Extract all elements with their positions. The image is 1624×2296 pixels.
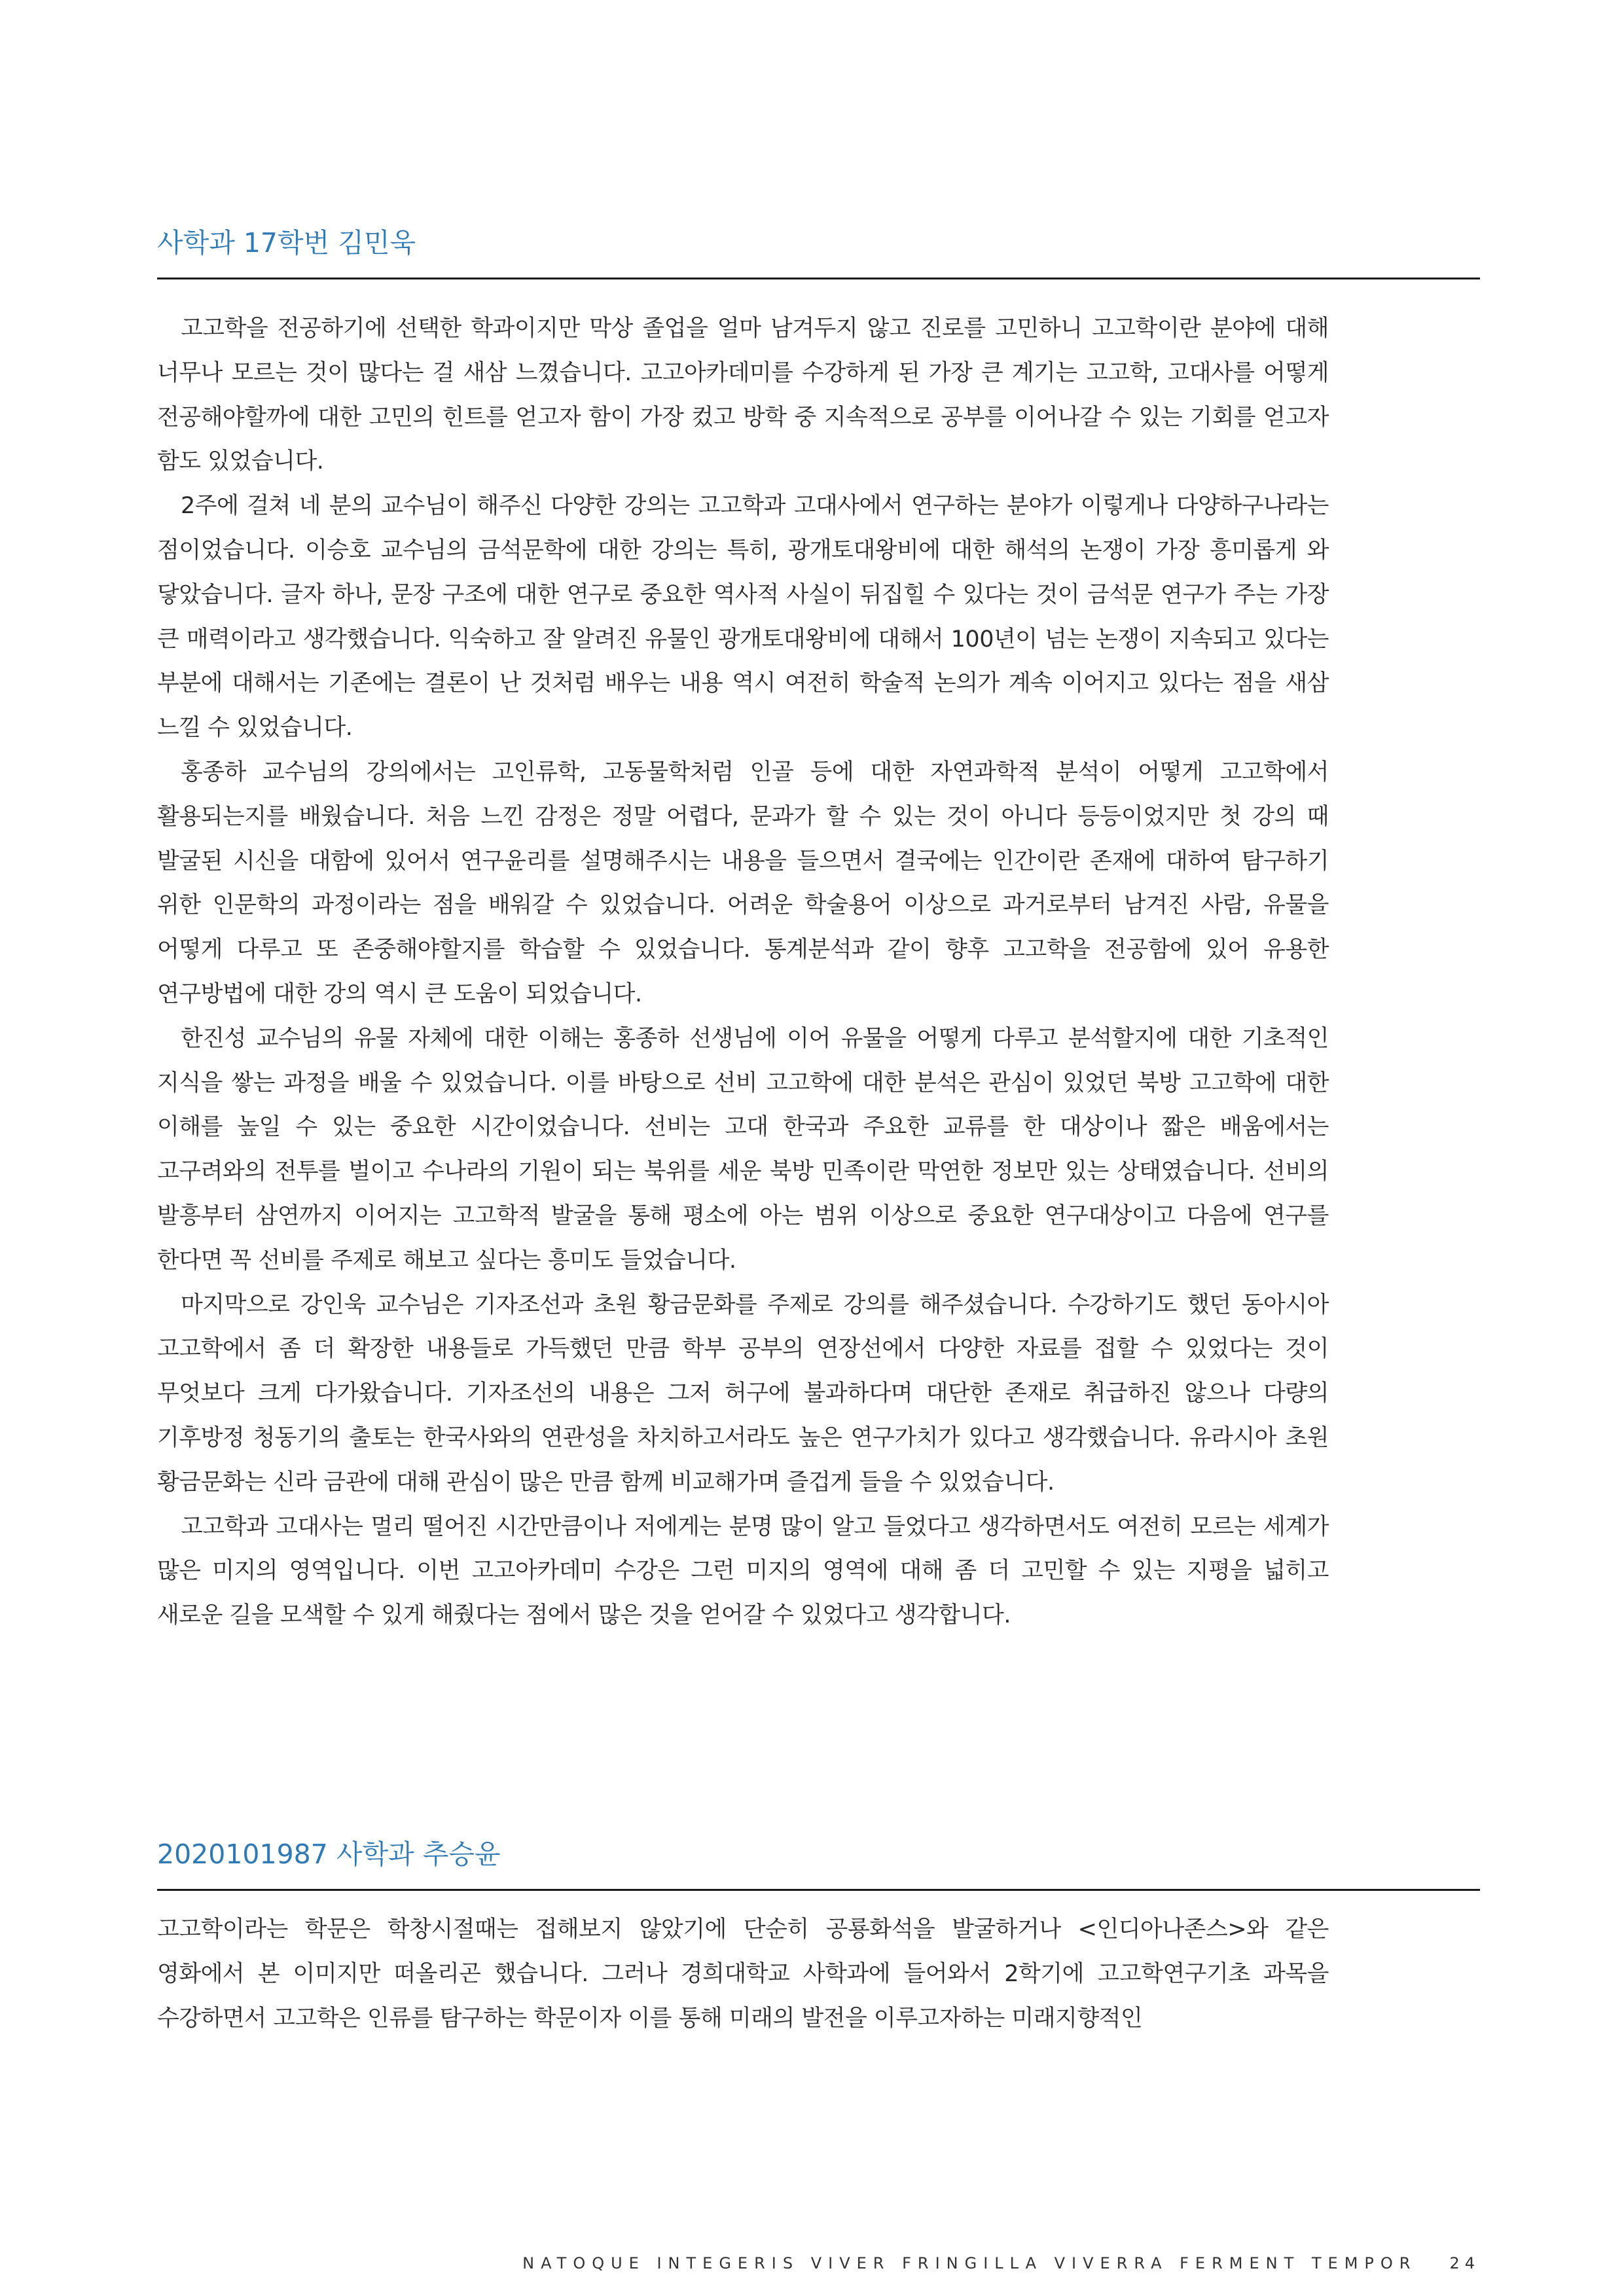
paragraph: 고고학과 고대사는 멀리 떨어진 시간만큼이나 저에게는 분명 많이 알고 들었다고 생각하면서도 여전히 모르는 세계가 많은 미지의 영역입니다. 이번 고고아카데미 수강은 그런 미지의 영역에 대해 좀 더 고민할 수 있는 지평을 넓히고 새로운 길을 모색할 수 있게 해줬다는 점에서 많은 것을 얻어갈 수 있었다고 생각합니다. xyxy=(157,1513,1329,1629)
paragraph: 2주에 걸쳐 네 분의 교수님이 해주신 다양한 강의는 고고학과 고대사에서 연구하는 분야가 이렇게나 다양하구나라는 점이었습니다. 이승호 교수님의 금석문학에 대한 강의는 특히, 광개토대왕비에 대한 해석의 논쟁이 가장 흥미롭게 와 닿았습니다. 글자 하나, 문장 구조에 대한 연구로 중요한 역사적 사실이 뒤집힐 수 있다는 것이 금석문 연구가 주는 가장 큰 매력이라고 생각했습니다. 익숙하고 잘 알려진 유물인 광개토대왕비에 대해서 100년이 넘는 논쟁이 지속되고 있다는 부분에 대해서는 기존에는 결론이 난 것처럼 배우는 내용 역시 여전히 학술적 논의가 계속 이어지고 있다는 점을 새삼 느낄 수 있었습니다. xyxy=(157,493,1329,742)
section-divider xyxy=(157,278,1480,279)
paragraph: 홍종하 교수님의 강의에서는 고인류학, 고동물학처럼 인골 등에 대한 자연과학적 분석이 어떻게 고고학에서 활용되는지를 배웠습니다. 처음 느낀 감정은 정말 어렵다, 문과가 할 수 있는 것이 아니다 등등이었지만 첫 강의 때 발굴된 시신을 대함에 있어서 연구윤리를 설명해주시는 내용을 들으면서 결국에는 인간이란 존재에 대하여 탐구하기 위한 인문학의 과정이라는 점을 배워갈 수 있었습니다. 어려운 학술용어 이상으로 과거로부터 남겨진 사람, 유물을 어떻게 다루고 또 존중해야할지를 학습할 수 있었습니다. 통계분석과 같이 향후 고고학을 전공함에 있어 유용한 연구방법에 대한 강의 역시 큰 도움이 되었습니다. xyxy=(157,759,1329,1007)
section-divider xyxy=(157,1889,1480,1891)
running-title: NATOQUE INTEGERIS VIVER FRINGILLA VIVERRA FERMENT TEMPOR xyxy=(522,2254,1417,2272)
paragraph: 고고학을 전공하기에 선택한 학과이지만 막상 졸업을 얼마 남겨두지 않고 진로를 고민하니 고고학이란 분야에 대해 너무나 모르는 것이 많다는 걸 새삼 느꼈습니다. 고고아카데미를 수강하게 된 가장 큰 계기는 고고학, 고대사를 어떻게 전공해야할까에 대한 고민의 힌트를 얻고자 함이 가장 컸고 방학 중 지속적으로 공부를 이어나갈 수 있는 기회를 얻고자 함도 있었습니다. xyxy=(157,315,1329,475)
essay-section-1 xyxy=(157,220,1480,1638)
essay-body xyxy=(157,1908,1329,2041)
page-footer xyxy=(511,2247,1480,2280)
paragraph: 고고학이라는 학문은 학창시절때는 접해보지 않았기에 단순히 공룡화석을 발굴하거나 <인디아나존스>와 같은 영화에서 본 이미지만 떠올리곤 했습니다. 그러나 경희대학교 사학과에 들어와서 2학기에 고고학연구기초 과목을 수강하면서 고고학은 인류를 탐구하는 학문이자 이를 통해 미래의 발전을 이루고자하는 미래지향적인 xyxy=(157,1916,1329,2032)
paragraph: 마지막으로 강인욱 교수님은 기자조선과 초원 황금문화를 주제로 강의를 해주셨습니다. 수강하기도 했던 동아시아 고고학에서 좀 더 확장한 내용들로 가득했던 만큼 학부 공부의 연장선에서 다양한 자료를 접할 수 있었다는 것이 무엇보다 크게 다가왔습니다. 기자조선의 내용은 그저 허구에 불과하다며 대단한 존재로 취급하진 않으나 다량의 기후방정 청동기의 출토는 한국사와의 연관성을 차치하고서라도 높은 연구가치가 있다고 생각했습니다. 유라시아 초원 황금문화는 신라 금관에 대해 관심이 많은 만큼 함께 비교해가며 즐겁게 들을 수 있었습니다. xyxy=(157,1291,1329,1496)
essay-section-2 xyxy=(157,1831,1480,2041)
page-number: 24 xyxy=(1449,2254,1480,2272)
essay-body xyxy=(157,307,1329,1638)
section-title: 사학과 17학번 김민욱 xyxy=(157,227,416,259)
section-title: 2020101987 사학과 추승윤 xyxy=(157,1839,501,1870)
paragraph: 한진성 교수님의 유물 자체에 대한 이해는 홍종하 선생님에 이어 유물을 어떻게 다루고 분석할지에 대한 기초적인 지식을 쌓는 과정을 배울 수 있었습니다. 이를 바탕으로 선비 고고학에 대한 분석은 관심이 있었던 북방 고고학에 대한 이해를 높일 수 있는 중요한 시간이었습니다. 선비는 고대 한국과 주요한 교류를 한 대상이나 짧은 배움에서는 고구려와의 전투를 벌이고 수나라의 기원이 되는 북위를 세운 북방 민족이란 막연한 정보만 있는 상태였습니다. 선비의 발흥부터 삼연까지 이어지는 고고학적 발굴을 통해 평소에 아는 범위 이상으로 중요한 연구대상이고 다음에 연구를 한다면 꼭 선비를 주제로 해보고 싶다는 흥미도 들었습니다. xyxy=(157,1025,1329,1274)
